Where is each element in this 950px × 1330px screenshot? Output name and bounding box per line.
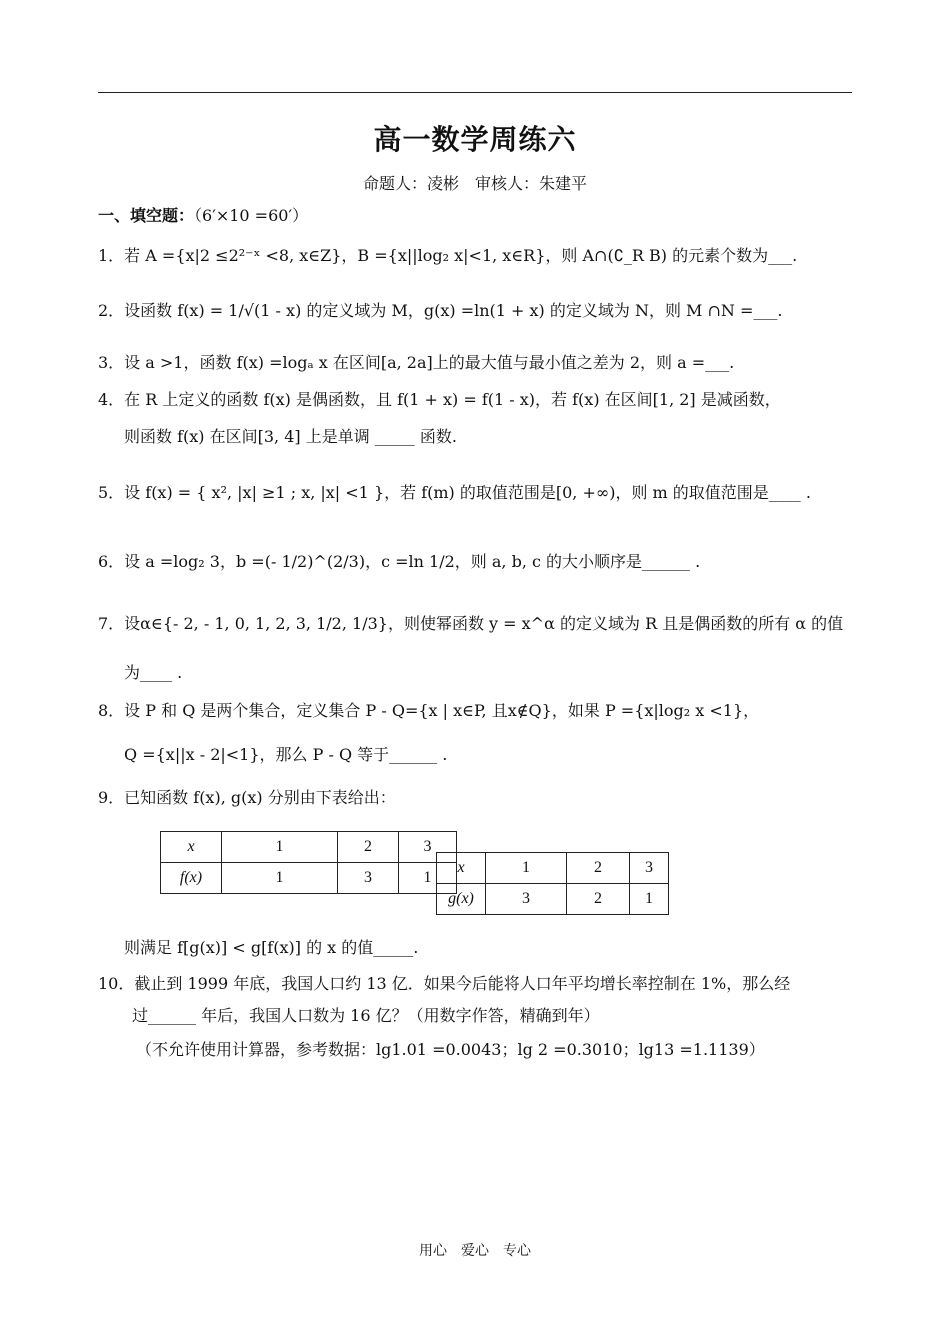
question-8: 8．设 P 和 Q 是两个集合，定义集合 P - Q={x | x∈P, 且x∉Q}，如果 P ={x|log₂ x <1}， [98, 701, 760, 720]
table-cell: 3 [338, 863, 399, 894]
section-heading-label: 一、填空题： [98, 206, 195, 225]
question-1: 1．若 A ={x|2 ≤2²⁻ˣ <8, x∈Z}，B ={x||log₂ x|<1, x∈R}，则 A∩(∁_R B) 的元素个数为___. [98, 246, 798, 265]
table-cell: x [437, 853, 486, 884]
question-3: 3．设 a >1，函数 f(x) =logₐ x 在区间[a, 2a]上的最大值与最小值之差为 2，则 a =___. [98, 353, 735, 372]
page-title: 高一数学周练六 [373, 123, 577, 156]
question-4-cont: 则函数 f(x) 在区间[3, 4] 上是单调 _____ 函数. [124, 427, 457, 446]
question-2: 2．设函数 f(x) = 1/√(1 - x) 的定义域为 M，g(x) =ln(1 + x) 的定义域为 N，则 M ∩N =___. [98, 301, 783, 320]
table-cell: 2 [567, 853, 630, 884]
authors-line: 命题人：凌彬 审核人：朱建平 [362, 174, 587, 193]
question-9: 9．已知函数 f(x), g(x) 分别由下表给出： [98, 788, 396, 807]
table-cell: f(x) [161, 863, 222, 894]
question-6: 6．设 a =log₂ 3，b =(- 1/2)^(2/3)，c =ln 1/2，则 a, b, c 的大小顺序是______ . [98, 552, 701, 571]
section-score: （6′×10 =60′） [194, 206, 309, 225]
table-cell: g(x) [437, 884, 486, 915]
table-cell: 3 [399, 832, 457, 863]
table-cell: 2 [338, 832, 399, 863]
table-cell: 3 [486, 884, 567, 915]
section-heading [98, 203, 308, 226]
table-f-value-row [161, 863, 457, 894]
question-8-cont: Q ={x||x - 2|<1}，那么 P - Q 等于______ . [124, 745, 448, 764]
table-g-header-row [437, 853, 669, 884]
table-cell: 1 [222, 863, 338, 894]
footer-motto: 用心 爱心 专心 [419, 1243, 531, 1259]
question-9-cont: 则满足 f[g(x)] < g[f(x)] 的 x 的值_____. [124, 938, 419, 957]
table-cell: 1 [630, 884, 669, 915]
table-f-header-row [161, 832, 457, 863]
table-cell: 1 [486, 853, 567, 884]
table-cell: 1 [222, 832, 338, 863]
table-f [160, 831, 457, 894]
question-10-note: （不允许使用计算器，参考数据：lg1.01 =0.0043；lg 2 =0.3010；lg13 =1.1139） [136, 1040, 765, 1059]
question-4: 4．在 R 上定义的函数 f(x) 是偶函数，且 f(1 + x) = f(1 - x)，若 f(x) 在区间[1, 2] 是减函数， [98, 390, 781, 409]
question-10: 10．截止到 1999 年底，我国人口约 13 亿．如果今后能将人口年平均增长率控制在 1%，那么经 [98, 974, 791, 993]
question-10-cont: 过______ 年后，我国人口数为 16 亿？（用数字作答，精确到年） [132, 1006, 600, 1025]
question-5: 5．设 f(x) = { x², |x| ≥1 ; x, |x| <1 }，若 f(m) 的取值范围是[0, +∞)，则 m 的取值范围是____ . [98, 483, 811, 502]
table-g-value-row [437, 884, 669, 915]
table-cell: 1 [399, 863, 457, 894]
table-g [436, 852, 669, 915]
table-cell: 3 [630, 853, 669, 884]
question-7-cont: 为____ . [124, 663, 183, 682]
header-rule [98, 92, 852, 93]
table-cell: 2 [567, 884, 630, 915]
table-cell: x [161, 832, 222, 863]
question-7: 7．设α∈{- 2, - 1, 0, 1, 2, 3, 1/2, 1/3}，则使幂函数 y = x^α 的定义域为 R 且是偶函数的所有 α 的值 [98, 614, 844, 633]
